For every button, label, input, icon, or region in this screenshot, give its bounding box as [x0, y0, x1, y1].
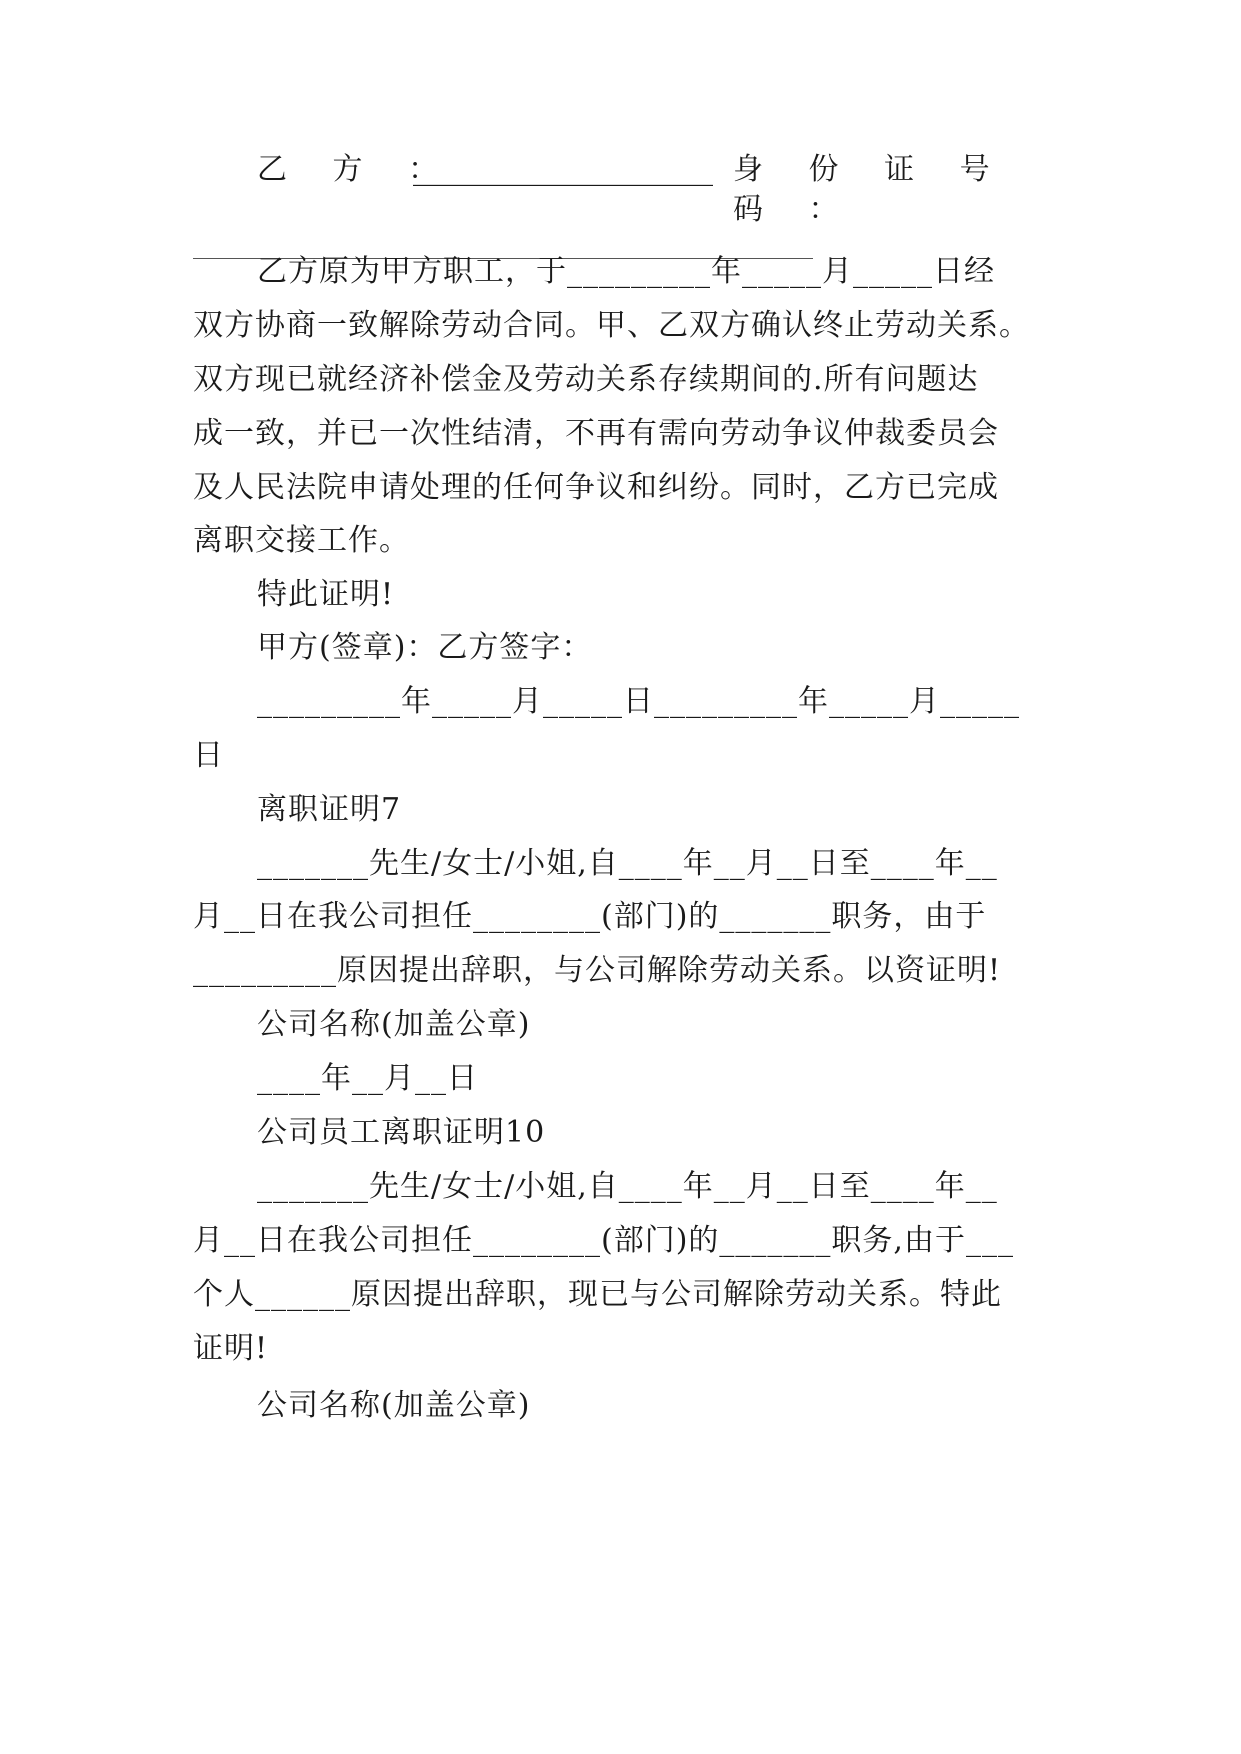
body-line-3: 双方现已就经济补偿金及劳动关系存续期间的.所有问题达 — [193, 362, 979, 397]
certify-text: 特此证明! — [257, 577, 395, 612]
section-7-line-3: _________原因提出辞职，与公司解除劳动关系。以资证明! — [193, 953, 1002, 988]
section-10-line-2: 月__日在我公司担任________(部门)的_______职务,由于___ — [193, 1223, 1014, 1258]
section-7-line-2: 月__日在我公司担任________(部门)的_______职务，由于 — [193, 899, 987, 934]
signature-labels: 甲方(签章)：乙方签字： — [257, 630, 593, 665]
party-b-blank: ____________________ — [413, 152, 713, 187]
body-line-5: 及人民法院申请处理的任何争议和纠纷。同时，乙方已完成 — [193, 470, 999, 505]
body-line-2: 双方协商一致解除劳动合同。甲、乙双方确认终止劳动关系。 — [193, 308, 1030, 343]
section-10-line-3: 个人______原因提出辞职，现已与公司解除劳动关系。特此 — [193, 1277, 1002, 1312]
section-7-date: ____年__月__日 — [257, 1061, 478, 1096]
party-b-label: 乙 方 ： — [257, 152, 457, 187]
section-7-company: 公司名称(加盖公章) — [257, 1007, 531, 1042]
section-10-line-4: 证明! — [193, 1331, 269, 1366]
section-7-title: 离职证明7 — [257, 792, 402, 827]
body-line-6: 离职交接工作。 — [193, 523, 410, 558]
date-line-tail: 日 — [193, 738, 224, 773]
section-10-title: 公司员工离职证明10 — [257, 1115, 546, 1150]
date-line: _________年_____月_____日_________年_____月_____ — [257, 684, 1020, 719]
section-10-company: 公司名称(加盖公章) — [257, 1388, 531, 1423]
id-number-label: 身 份 证 号 码 ： — [733, 152, 1008, 227]
section-10-line-1: _______先生/女士/小姐,自____年__月__日至____年__ — [257, 1169, 998, 1204]
body-line-4: 成一致，并已一次性结清，不再有需向劳动争议仲裁委员会 — [193, 416, 999, 451]
section-7-line-1: _______先生/女士/小姐,自____年__月__日至____年__ — [257, 846, 998, 881]
body-line-1: 乙方原为甲方职工，于_________年_____月_____日经 — [257, 254, 995, 289]
